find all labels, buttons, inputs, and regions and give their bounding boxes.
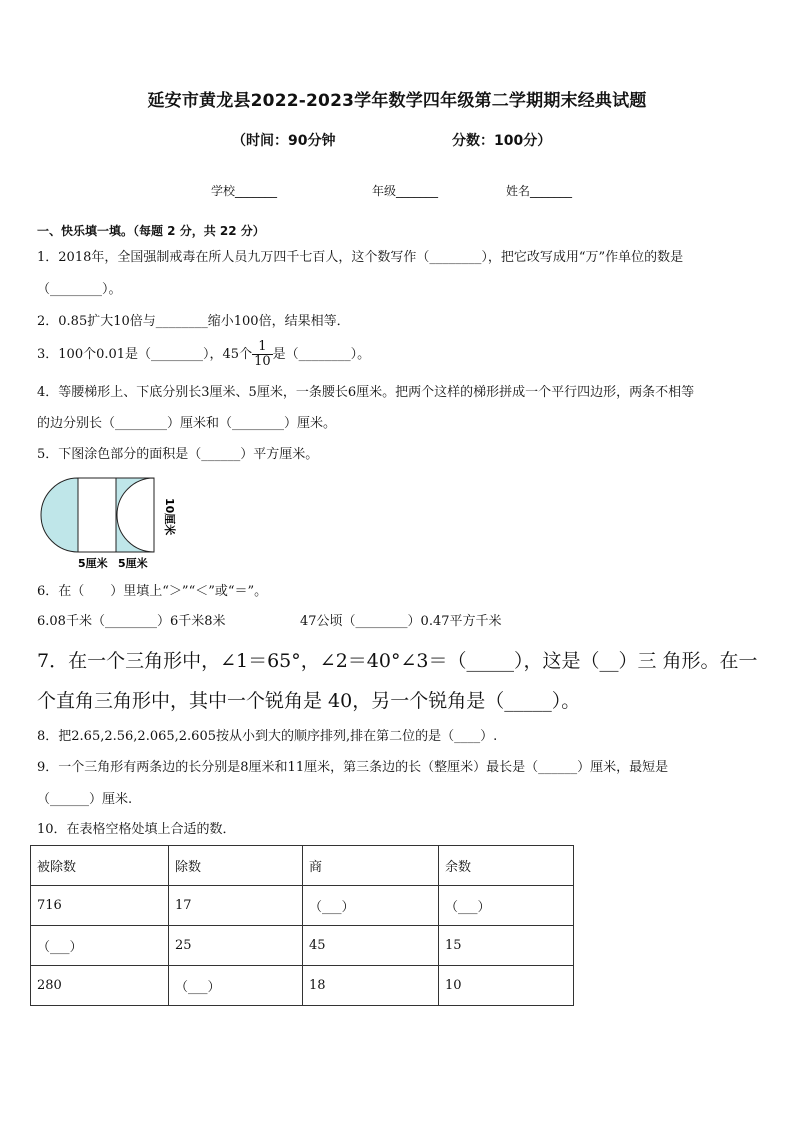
label-bottom-left: 5厘米 (78, 557, 108, 570)
table-cell: 45 (303, 926, 439, 966)
table-row (31, 926, 574, 966)
answer-blank[interactable]: （___） (439, 886, 574, 926)
time-limit: （时间：90分钟 (232, 133, 336, 149)
grade-field[interactable]: 年级_______ (372, 184, 439, 198)
question-8: 8．把2.65,2.56,2.065,2.605按从小到大的顺序排列,排在第二位的是（____）. (37, 729, 498, 744)
name-field[interactable]: 姓名_______ (506, 184, 573, 198)
division-table (30, 845, 574, 1006)
question-2: 2．0.85扩大10倍与________缩小100倍，结果相等． (37, 314, 350, 329)
fraction-denominator: 10 (254, 354, 271, 369)
total-score: 分数：100分） (452, 133, 552, 149)
question-3 (37, 340, 370, 369)
table-cell: 716 (31, 886, 169, 926)
table-cell: 18 (303, 966, 439, 1006)
page-title: 延安市黄龙县2022-2023学年数学四年级第二学期期末经典试题 (147, 91, 647, 111)
table-header-cell: 除数 (169, 846, 303, 886)
question-6-compare-1: 6.08千米（________）6千米8米 (37, 614, 226, 629)
fraction (252, 340, 273, 369)
shaded-area-figure (36, 470, 186, 575)
answer-blank[interactable]: （___） (169, 966, 303, 1006)
question-4-line-1: 4．等腰梯形上、下底分别长3厘米、5厘米，一条腰长6厘米。把两个这样的梯形拼成一个平行四边形，两条不相等 (37, 385, 695, 400)
question-3-part-1: 3．100个0.01是（________），45个 (37, 347, 253, 362)
question-10: 10．在表格空格处填上合适的数． (37, 822, 236, 837)
table-cell: 10 (439, 966, 574, 1006)
question-4-line-2: 的边分别长（________）厘米和（________）厘米。 (37, 416, 337, 431)
question-5: 5．下图涂色部分的面积是（______）平方厘米。 (37, 447, 319, 462)
school-field[interactable]: 学校_______ (211, 184, 278, 198)
question-6-compare-2: 47公顷（________）0.47平方千米 (300, 614, 502, 629)
answer-blank[interactable]: （___） (31, 926, 169, 966)
answer-blank[interactable]: （___） (303, 886, 439, 926)
section-heading: 一、快乐填一填。（每题 2 分，共 22 分） (37, 224, 265, 238)
table-row (31, 966, 574, 1006)
label-side: 10厘米 (163, 498, 176, 536)
table-row (31, 886, 574, 926)
label-bottom-right: 5厘米 (118, 557, 148, 570)
table-cell: 17 (169, 886, 303, 926)
table-header-row (31, 846, 574, 886)
question-3-part-2: 是（________）。 (272, 347, 371, 362)
question-1-line-1: 1．2018年，全国强制戒毒在所人员九万四千七百人，这个数写作（________），把它改写成用“万”作单位的数是 (37, 250, 684, 265)
table-header-cell: 商 (303, 846, 439, 886)
question-1-line-2: （________）。 (37, 282, 122, 297)
table-header-cell: 余数 (439, 846, 574, 886)
question-7-line-1: 7．在一个三角形中，∠1＝65°，∠2＝40°∠3＝（_____），这是（__）三 角形。在一 (37, 650, 758, 672)
question-9-line-1: 9．一个三角形有两条边的长分别是8厘米和11厘米，第三条边的长（整厘米）最长是（______）厘米，最短是 (37, 760, 669, 775)
question-6-instruction: 6．在（ ）里填上“＞”“＜”或“＝”。 (37, 584, 268, 599)
table-header-cell: 被除数 (31, 846, 169, 886)
question-7-line-2: 个直角三角形中，其中一个锐角是 40，另一个锐角是（_____）。 (37, 690, 581, 712)
table-cell: 25 (169, 926, 303, 966)
table-cell: 15 (439, 926, 574, 966)
left-semicircle-shaded (41, 478, 78, 552)
question-9-line-2: （______）厘米. (37, 792, 133, 807)
fraction-numerator: 1 (252, 340, 273, 355)
table-cell: 280 (31, 966, 169, 1006)
